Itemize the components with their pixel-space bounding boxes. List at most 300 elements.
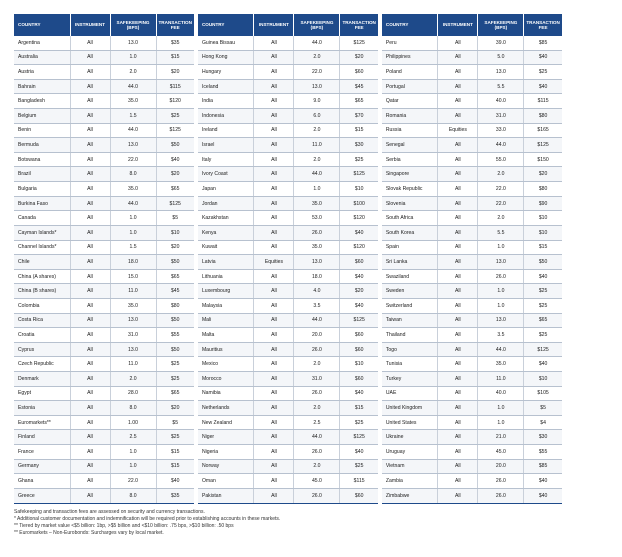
fee-cell: $125 xyxy=(156,123,194,138)
fee-cell: $20 xyxy=(156,401,194,416)
country-cell: Finland xyxy=(14,430,70,445)
country-cell: Czech Republic xyxy=(14,357,70,372)
table-row xyxy=(198,284,378,299)
safekeeping-cell: 8.0 xyxy=(110,488,156,503)
table-row xyxy=(14,284,194,299)
fee-cell: $165 xyxy=(524,123,562,138)
table-row xyxy=(382,167,562,182)
instrument-cell: All xyxy=(254,430,294,445)
country-cell: Slovak Republic xyxy=(382,182,438,197)
safekeeping-cell: 13.0 xyxy=(110,36,156,50)
column-header-transaction-fee: TRANSACTION FEE xyxy=(340,14,378,36)
safekeeping-cell: 22.0 xyxy=(110,474,156,489)
safekeeping-cell: 13.0 xyxy=(110,138,156,153)
safekeeping-cell: 44.0 xyxy=(110,196,156,211)
safekeeping-cell: 1.0 xyxy=(294,182,340,197)
safekeeping-cell: 45.0 xyxy=(478,445,524,460)
safekeeping-cell: 22.0 xyxy=(294,65,340,80)
fee-cell: $40 xyxy=(524,488,562,503)
fee-cell: $65 xyxy=(524,313,562,328)
table-row xyxy=(198,415,378,430)
fee-cell: $20 xyxy=(156,167,194,182)
table-row xyxy=(198,211,378,226)
country-cell: Slovenia xyxy=(382,196,438,211)
table-row xyxy=(198,167,378,182)
country-cell: Peru xyxy=(382,36,438,50)
instrument-cell: All xyxy=(70,328,110,343)
instrument-cell: All xyxy=(438,386,478,401)
country-cell: Israel xyxy=(198,138,254,153)
fee-cell: $40 xyxy=(524,357,562,372)
safekeeping-cell: 26.0 xyxy=(478,474,524,489)
safekeeping-cell: 26.0 xyxy=(294,386,340,401)
table-row xyxy=(14,182,194,197)
country-cell: Oman xyxy=(198,474,254,489)
fee-cell: $15 xyxy=(340,401,378,416)
country-cell: Sweden xyxy=(382,284,438,299)
footnotes xyxy=(14,509,612,538)
safekeeping-cell: 44.0 xyxy=(294,167,340,182)
fee-cell: $20 xyxy=(156,65,194,80)
fee-cell: $25 xyxy=(340,152,378,167)
country-cell: UAE xyxy=(382,386,438,401)
instrument-cell: All xyxy=(70,430,110,445)
country-cell: Uruguay xyxy=(382,445,438,460)
fee-cell: $15 xyxy=(156,445,194,460)
table-row xyxy=(198,196,378,211)
fee-cell: $40 xyxy=(524,50,562,65)
fee-cell: $115 xyxy=(156,79,194,94)
table-row xyxy=(14,328,194,343)
country-cell: Kuwait xyxy=(198,240,254,255)
table-row xyxy=(382,386,562,401)
fee-cell: $25 xyxy=(156,109,194,124)
table-row xyxy=(14,138,194,153)
instrument-cell: All xyxy=(438,430,478,445)
fee-cell: $80 xyxy=(524,109,562,124)
fee-cell: $25 xyxy=(524,328,562,343)
safekeeping-cell: 26.0 xyxy=(294,488,340,503)
fee-table-2 xyxy=(198,14,378,504)
instrument-cell: All xyxy=(438,167,478,182)
fee-cell: $105 xyxy=(524,386,562,401)
fee-cell: $60 xyxy=(340,328,378,343)
safekeeping-cell: 13.0 xyxy=(110,313,156,328)
table-row xyxy=(14,65,194,80)
country-cell: Channel Islands* xyxy=(14,240,70,255)
country-cell: Nigeria xyxy=(198,445,254,460)
table-row xyxy=(382,109,562,124)
safekeeping-cell: 1.0 xyxy=(110,225,156,240)
table-row xyxy=(382,152,562,167)
instrument-cell: All xyxy=(70,386,110,401)
instrument-cell: All xyxy=(254,240,294,255)
country-cell: Ghana xyxy=(14,474,70,489)
fee-cell: $40 xyxy=(340,298,378,313)
safekeeping-cell: 1.0 xyxy=(478,284,524,299)
safekeeping-cell: 31.0 xyxy=(478,109,524,124)
fee-cell: $125 xyxy=(340,313,378,328)
instrument-cell: All xyxy=(254,65,294,80)
country-cell: Ukraine xyxy=(382,430,438,445)
country-cell: Egypt xyxy=(14,386,70,401)
table-row xyxy=(14,109,194,124)
fee-cell: $40 xyxy=(524,474,562,489)
table-row xyxy=(198,430,378,445)
safekeeping-cell: 1.0 xyxy=(478,401,524,416)
instrument-cell: All xyxy=(438,50,478,65)
instrument-cell: All xyxy=(70,196,110,211)
country-cell: Costa Rica xyxy=(14,313,70,328)
footnote: ** Tiered by market value <$5 billion: 1bp, >$5 billion and <$10 billion: .75 bps, >$10 billion: .50 bps xyxy=(14,523,234,530)
country-cell: Ivory Coast xyxy=(198,167,254,182)
instrument-cell: All xyxy=(254,298,294,313)
country-cell: Jordan xyxy=(198,196,254,211)
safekeeping-cell: 44.0 xyxy=(294,430,340,445)
fee-cell: $10 xyxy=(340,357,378,372)
safekeeping-cell: 13.0 xyxy=(110,342,156,357)
fee-cell: $40 xyxy=(340,269,378,284)
instrument-cell: All xyxy=(438,182,478,197)
instrument-cell: All xyxy=(70,123,110,138)
safekeeping-cell: 2.5 xyxy=(294,415,340,430)
country-cell: Croatia xyxy=(14,328,70,343)
safekeeping-cell: 13.0 xyxy=(478,313,524,328)
safekeeping-cell: 22.0 xyxy=(478,196,524,211)
country-cell: Namibia xyxy=(198,386,254,401)
country-cell: Netherlands xyxy=(198,401,254,416)
column-header-country: COUNTRY xyxy=(382,14,438,36)
fee-cell: $25 xyxy=(340,459,378,474)
country-cell: Guinea Bissau xyxy=(198,36,254,50)
table-row xyxy=(198,459,378,474)
safekeeping-cell: 1.5 xyxy=(110,240,156,255)
country-cell: Senegal xyxy=(382,138,438,153)
table-row xyxy=(14,79,194,94)
column-header-country: COUNTRY xyxy=(14,14,70,36)
instrument-cell: All xyxy=(70,225,110,240)
fee-cell: $10 xyxy=(524,225,562,240)
safekeeping-cell: 35.0 xyxy=(110,94,156,109)
safekeeping-cell: 40.0 xyxy=(478,94,524,109)
table-row xyxy=(382,79,562,94)
safekeeping-cell: 2.0 xyxy=(294,401,340,416)
fee-cell: $65 xyxy=(156,386,194,401)
instrument-cell: All xyxy=(70,240,110,255)
table-row xyxy=(382,269,562,284)
safekeeping-cell: 31.0 xyxy=(294,372,340,387)
country-cell: New Zealand xyxy=(198,415,254,430)
instrument-cell: All xyxy=(438,459,478,474)
table-row xyxy=(198,445,378,460)
table-row xyxy=(198,138,378,153)
safekeeping-cell: 1.0 xyxy=(478,298,524,313)
instrument-cell: Equities xyxy=(254,255,294,270)
instrument-cell: All xyxy=(70,401,110,416)
fee-cell: $125 xyxy=(524,342,562,357)
country-cell: Zimbabwe xyxy=(382,488,438,503)
safekeeping-cell: 8.0 xyxy=(110,401,156,416)
table-row xyxy=(198,94,378,109)
safekeeping-cell: 13.0 xyxy=(478,255,524,270)
instrument-cell: All xyxy=(254,94,294,109)
table-row xyxy=(382,459,562,474)
safekeeping-cell: 1.0 xyxy=(478,240,524,255)
country-cell: Cyprus xyxy=(14,342,70,357)
table-row xyxy=(382,488,562,503)
safekeeping-cell: 53.0 xyxy=(294,211,340,226)
country-cell: Qatar xyxy=(382,94,438,109)
country-cell: Brazil xyxy=(14,167,70,182)
fee-cell: $80 xyxy=(156,298,194,313)
fee-cell: $25 xyxy=(156,372,194,387)
instrument-cell: All xyxy=(438,225,478,240)
instrument-cell: All xyxy=(438,342,478,357)
country-cell: Poland xyxy=(382,65,438,80)
safekeeping-cell: 18.0 xyxy=(294,269,340,284)
country-cell: Sri Lanka xyxy=(382,255,438,270)
safekeeping-cell: 44.0 xyxy=(294,36,340,50)
country-cell: Turkey xyxy=(382,372,438,387)
safekeeping-cell: 26.0 xyxy=(478,269,524,284)
country-cell: Hungary xyxy=(198,65,254,80)
instrument-cell: All xyxy=(70,255,110,270)
fee-schedule xyxy=(14,14,612,538)
table-row xyxy=(198,386,378,401)
country-cell: Mexico xyxy=(198,357,254,372)
fee-cell: $120 xyxy=(156,94,194,109)
table-row xyxy=(382,123,562,138)
safekeeping-cell: 5.5 xyxy=(478,225,524,240)
fee-cell: $15 xyxy=(524,240,562,255)
safekeeping-cell: 13.0 xyxy=(478,65,524,80)
country-cell: Germany xyxy=(14,459,70,474)
fee-cell: $50 xyxy=(156,313,194,328)
instrument-cell: All xyxy=(70,36,110,50)
instrument-cell: All xyxy=(254,138,294,153)
country-cell: Serbia xyxy=(382,152,438,167)
country-cell: Togo xyxy=(382,342,438,357)
fee-cell: $50 xyxy=(156,342,194,357)
country-cell: France xyxy=(14,445,70,460)
safekeeping-cell: 5.5 xyxy=(478,79,524,94)
instrument-cell: All xyxy=(438,196,478,211)
column-header-transaction-fee: TRANSACTION FEE xyxy=(524,14,562,36)
instrument-cell: All xyxy=(70,138,110,153)
fee-cell: $25 xyxy=(524,298,562,313)
table-row xyxy=(14,225,194,240)
instrument-cell: All xyxy=(70,211,110,226)
safekeeping-cell: 20.0 xyxy=(294,328,340,343)
country-cell: Euromarkets** xyxy=(14,415,70,430)
header-row xyxy=(14,14,194,36)
instrument-cell: All xyxy=(438,328,478,343)
instrument-cell: All xyxy=(438,401,478,416)
safekeeping-cell: 3.5 xyxy=(478,328,524,343)
table-row xyxy=(382,182,562,197)
country-cell: Mauritius xyxy=(198,342,254,357)
safekeeping-cell: 45.0 xyxy=(294,474,340,489)
country-cell: Argentina xyxy=(14,36,70,50)
safekeeping-cell: 26.0 xyxy=(294,342,340,357)
country-cell: Austria xyxy=(14,65,70,80)
fee-cell: $55 xyxy=(524,445,562,460)
instrument-cell: All xyxy=(70,313,110,328)
table-row xyxy=(14,313,194,328)
fee-cell: $40 xyxy=(340,386,378,401)
instrument-cell: All xyxy=(438,445,478,460)
fee-table-1 xyxy=(14,14,194,504)
fee-cell: $125 xyxy=(340,430,378,445)
safekeeping-cell: 2.0 xyxy=(294,357,340,372)
safekeeping-cell: 8.0 xyxy=(110,167,156,182)
instrument-cell: All xyxy=(254,211,294,226)
instrument-cell: All xyxy=(254,474,294,489)
country-cell: Latvia xyxy=(198,255,254,270)
country-cell: Colombia xyxy=(14,298,70,313)
safekeeping-cell: 28.0 xyxy=(110,386,156,401)
table-row xyxy=(198,182,378,197)
country-cell: Bulgaria xyxy=(14,182,70,197)
table-row xyxy=(198,109,378,124)
column-header-country: COUNTRY xyxy=(198,14,254,36)
country-cell: Ireland xyxy=(198,123,254,138)
country-cell: Morocco xyxy=(198,372,254,387)
safekeeping-cell: 44.0 xyxy=(478,342,524,357)
table-row xyxy=(14,211,194,226)
fee-cell: $80 xyxy=(524,182,562,197)
instrument-cell: All xyxy=(254,123,294,138)
country-cell: Singapore xyxy=(382,167,438,182)
fee-cell: $40 xyxy=(524,269,562,284)
safekeeping-cell: 4.0 xyxy=(294,284,340,299)
safekeeping-cell: 18.0 xyxy=(110,255,156,270)
country-cell: Iceland xyxy=(198,79,254,94)
safekeeping-cell: 35.0 xyxy=(294,196,340,211)
instrument-cell: All xyxy=(438,357,478,372)
fee-cell: $65 xyxy=(156,269,194,284)
column-header-instrument: INSTRUMENT xyxy=(70,14,110,36)
instrument-cell: All xyxy=(70,167,110,182)
table-row xyxy=(14,401,194,416)
instrument-cell: All xyxy=(254,415,294,430)
instrument-cell: All xyxy=(70,109,110,124)
fee-cell: $45 xyxy=(156,284,194,299)
instrument-cell: All xyxy=(70,269,110,284)
instrument-cell: All xyxy=(254,196,294,211)
fee-cell: $20 xyxy=(156,240,194,255)
fee-cell: $25 xyxy=(156,357,194,372)
instrument-cell: Equities xyxy=(438,123,478,138)
instrument-cell: All xyxy=(254,79,294,94)
fee-cell: $120 xyxy=(340,211,378,226)
fee-cell: $30 xyxy=(524,430,562,445)
safekeeping-cell: 1.00 xyxy=(110,415,156,430)
table-row xyxy=(198,240,378,255)
fee-cell: $20 xyxy=(340,284,378,299)
table-row xyxy=(198,474,378,489)
instrument-cell: All xyxy=(438,474,478,489)
fee-cell: $25 xyxy=(340,415,378,430)
fee-cell: $4 xyxy=(524,415,562,430)
country-cell: Norway xyxy=(198,459,254,474)
table-row xyxy=(198,488,378,503)
fee-cell: $60 xyxy=(340,342,378,357)
country-cell: Kazakhstan xyxy=(198,211,254,226)
fee-cell: $60 xyxy=(340,65,378,80)
fee-cell: $100 xyxy=(340,196,378,211)
safekeeping-cell: 1.0 xyxy=(478,415,524,430)
safekeeping-cell: 26.0 xyxy=(294,225,340,240)
table-row xyxy=(382,445,562,460)
country-cell: Greece xyxy=(14,488,70,503)
country-cell: Malaysia xyxy=(198,298,254,313)
instrument-cell: All xyxy=(70,488,110,503)
fee-cell: $125 xyxy=(524,138,562,153)
country-cell: Benin xyxy=(14,123,70,138)
table-row xyxy=(14,152,194,167)
country-cell: Italy xyxy=(198,152,254,167)
country-cell: Niger xyxy=(198,430,254,445)
fee-tables xyxy=(14,14,612,504)
fee-cell: $15 xyxy=(156,50,194,65)
country-cell: Belgium xyxy=(14,109,70,124)
safekeeping-cell: 44.0 xyxy=(478,138,524,153)
safekeeping-cell: 44.0 xyxy=(110,79,156,94)
country-cell: Swaziland xyxy=(382,269,438,284)
table-row xyxy=(198,269,378,284)
instrument-cell: All xyxy=(438,284,478,299)
table-row xyxy=(382,138,562,153)
country-cell: Mali xyxy=(198,313,254,328)
safekeeping-cell: 2.0 xyxy=(110,372,156,387)
table-row xyxy=(382,474,562,489)
country-cell: Russia xyxy=(382,123,438,138)
country-cell: South Africa xyxy=(382,211,438,226)
fee-cell: $20 xyxy=(524,167,562,182)
instrument-cell: All xyxy=(70,445,110,460)
safekeeping-cell: 44.0 xyxy=(294,313,340,328)
safekeeping-cell: 20.0 xyxy=(478,459,524,474)
instrument-cell: All xyxy=(254,357,294,372)
table-row xyxy=(198,342,378,357)
instrument-cell: All xyxy=(70,298,110,313)
column-header-safekeeping: SAFEKEEPING (BPS) xyxy=(294,14,340,36)
instrument-cell: All xyxy=(254,182,294,197)
fee-cell: $115 xyxy=(340,474,378,489)
header-row xyxy=(382,14,562,36)
column-header-transaction-fee: TRANSACTION FEE xyxy=(156,14,194,36)
country-cell: Thailand xyxy=(382,328,438,343)
fee-cell: $5 xyxy=(524,401,562,416)
table-row xyxy=(14,386,194,401)
table-row xyxy=(14,474,194,489)
instrument-cell: All xyxy=(438,488,478,503)
instrument-cell: All xyxy=(70,94,110,109)
instrument-cell: All xyxy=(70,342,110,357)
fee-cell: $50 xyxy=(156,138,194,153)
country-cell: Indonesia xyxy=(198,109,254,124)
table-row xyxy=(14,123,194,138)
table-row xyxy=(198,298,378,313)
instrument-cell: All xyxy=(254,109,294,124)
instrument-cell: All xyxy=(70,284,110,299)
table-row xyxy=(14,342,194,357)
fee-cell: $40 xyxy=(156,152,194,167)
table-row xyxy=(14,196,194,211)
instrument-cell: All xyxy=(70,459,110,474)
country-cell: China (A shares) xyxy=(14,269,70,284)
